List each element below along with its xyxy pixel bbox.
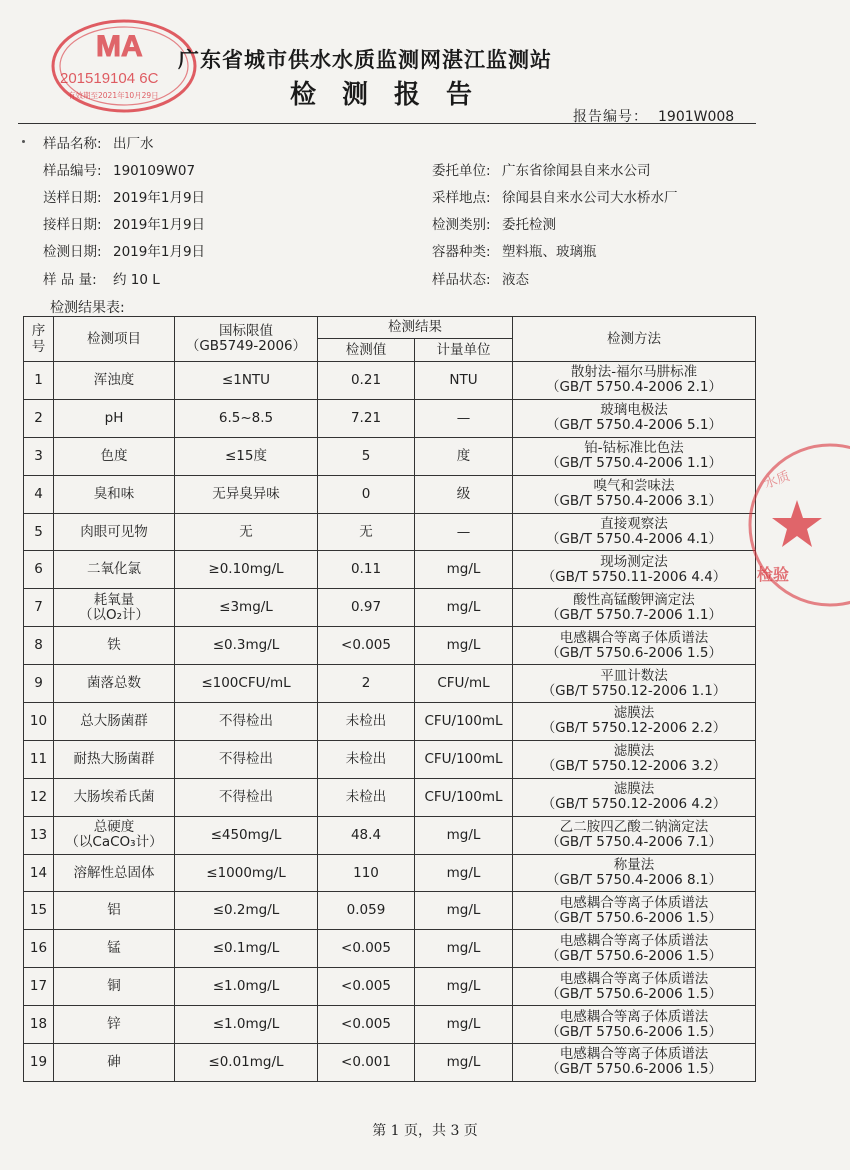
row-method-standard: （GB/T 5750.4-2006 4.1） — [545, 531, 723, 547]
row-value: 0 — [318, 475, 415, 513]
report-number-label: 报告编号： — [573, 109, 648, 125]
row-method-name: 电感耦合等离子体质谱法 — [559, 970, 709, 987]
row-item-name: 铁 — [107, 637, 121, 654]
svg-text:201519104 6C: 201519104 6C — [60, 70, 159, 87]
row-method-standard: （GB/T 5750.4-2006 3.1） — [545, 493, 723, 510]
info-label: 样品编号: — [43, 163, 102, 179]
results-table — [23, 316, 756, 1082]
row-unit: CFU/mL — [415, 665, 513, 703]
results-section-label: 检测结果表: — [50, 300, 125, 316]
row-item — [54, 1044, 175, 1082]
info-value: 出厂水 — [113, 136, 154, 152]
results-table-body — [24, 362, 756, 1082]
row-method — [513, 437, 756, 475]
table-row — [24, 816, 756, 854]
row-method-standard: （GB/T 5750.11-2006 4.4） — [541, 568, 727, 585]
row-item-name: 总大肠菌群 — [80, 712, 148, 729]
row-limit: ≤3mg/L — [175, 589, 318, 627]
row-method-name: 滤膜法 — [613, 743, 655, 760]
table-row — [24, 665, 756, 703]
row-item-name: 铜 — [107, 978, 121, 995]
row-item-name: 总硬度 — [93, 819, 135, 836]
info-value: 2019年1月9日 — [113, 217, 206, 233]
row-value: <0.005 — [318, 1006, 415, 1044]
row-seq: 15 — [24, 892, 54, 930]
row-limit: ≤100CFU/mL — [175, 665, 318, 703]
table-row — [24, 930, 756, 968]
row-value: 110 — [318, 854, 415, 892]
row-unit: mg/L — [415, 968, 513, 1006]
row-item — [54, 740, 175, 778]
row-method-name: 称量法 — [613, 857, 655, 874]
info-test-date — [43, 240, 205, 260]
row-method-standard: （GB/T 5750.6-2006 1.5） — [545, 1061, 723, 1078]
inspection-seal-icon — [735, 440, 850, 630]
row-limit: ≥0.10mg/L — [175, 551, 318, 589]
row-method — [513, 816, 756, 854]
header-limit-label: 国标限值 — [219, 323, 273, 339]
row-item-name: 耐热大肠菌群 — [73, 750, 155, 767]
row-method-standard: （GB/T 5750.6-2006 1.5） — [545, 947, 723, 964]
row-seq: 3 — [24, 437, 54, 475]
row-item — [54, 475, 175, 513]
row-value: 5 — [318, 437, 415, 475]
row-item — [54, 362, 175, 400]
row-seq: 7 — [24, 589, 54, 627]
row-seq: 14 — [24, 854, 54, 892]
row-seq: 8 — [24, 627, 54, 665]
header-method: 检测方法 — [513, 317, 756, 362]
row-item-name: 二氧化氯 — [87, 561, 141, 578]
row-item — [54, 665, 175, 703]
row-method — [513, 892, 756, 930]
row-method-standard: （GB/T 5750.12-2006 4.2） — [541, 796, 727, 813]
info-value: 广东省徐闻县自来水公司 — [502, 163, 651, 179]
info-sample-name — [43, 132, 154, 152]
header-result: 检测结果 — [318, 317, 513, 339]
header-value: 检测值 — [318, 339, 415, 362]
row-method-standard: （GB/T 5750.7-2006 1.1） — [545, 606, 723, 623]
row-method — [513, 1006, 756, 1044]
row-method — [513, 362, 756, 400]
row-limit: 不得检出 — [175, 778, 318, 816]
row-seq: 2 — [24, 399, 54, 437]
row-value: <0.005 — [318, 930, 415, 968]
svg-text:检验: 检验 — [757, 565, 790, 584]
row-item-name: 肉眼可见物 — [80, 523, 148, 540]
row-method-name: 酸性高锰酸钾滴定法 — [573, 591, 695, 608]
row-item — [54, 551, 175, 589]
row-method-standard: （GB/T 5750.12-2006 3.2） — [541, 758, 727, 775]
organization-title: 广东省城市供水水质监测网湛江监测站 — [178, 48, 552, 72]
row-method-name: 平皿计数法 — [600, 667, 668, 684]
row-value: 0.21 — [318, 362, 415, 400]
row-method-standard: （GB/T 5750.6-2006 1.5） — [545, 985, 723, 1002]
row-item-name: 锌 — [107, 1016, 121, 1033]
info-value: 液态 — [502, 272, 529, 288]
row-method-name: 散射法-福尔马肼标准 — [570, 364, 698, 381]
row-method-standard: （GB/T 5750.12-2006 1.1） — [541, 682, 727, 699]
table-row — [24, 703, 756, 741]
row-method — [513, 399, 756, 437]
row-method — [513, 778, 756, 816]
svg-text:MA: MA — [96, 30, 143, 63]
row-seq: 11 — [24, 740, 54, 778]
row-method-name: 嗅气和尝味法 — [593, 478, 675, 495]
row-limit: ≤1000mg/L — [175, 854, 318, 892]
info-label: 容器种类: — [432, 244, 491, 260]
row-limit: 6.5~8.5 — [175, 399, 318, 437]
table-row — [24, 892, 756, 930]
row-limit: 无 — [175, 513, 318, 551]
row-method — [513, 854, 756, 892]
info-sample-state — [432, 268, 529, 288]
row-method — [513, 589, 756, 627]
row-limit: 不得检出 — [175, 740, 318, 778]
row-value: 48.4 — [318, 816, 415, 854]
info-value: 2019年1月9日 — [113, 244, 206, 260]
row-item-note: （以O₂计） — [78, 606, 150, 623]
report-number-value: 1901W008 — [658, 109, 735, 125]
table-row — [24, 475, 756, 513]
table-row — [24, 1006, 756, 1044]
info-client — [432, 159, 651, 179]
row-limit: ≤0.3mg/L — [175, 627, 318, 665]
row-method — [513, 665, 756, 703]
header-seq: 序号 — [24, 317, 54, 362]
info-test-category — [432, 213, 556, 233]
row-item-name: 浑浊度 — [93, 371, 135, 388]
row-value: 7.21 — [318, 399, 415, 437]
row-seq: 6 — [24, 551, 54, 589]
row-item — [54, 589, 175, 627]
row-unit: CFU/100mL — [415, 703, 513, 741]
info-receive-date — [43, 213, 205, 233]
row-seq: 10 — [24, 703, 54, 741]
row-unit: — — [415, 399, 513, 437]
info-sampling-site — [432, 186, 678, 206]
row-unit: NTU — [415, 362, 513, 400]
info-value: 2019年1月9日 — [113, 190, 206, 206]
info-label: 检测日期: — [43, 244, 102, 260]
row-item — [54, 627, 175, 665]
header-limit-std: （GB5749-2006） — [185, 338, 307, 354]
info-label: 送样日期: — [43, 190, 102, 206]
table-row — [24, 551, 756, 589]
row-unit: mg/L — [415, 627, 513, 665]
header-item: 检测项目 — [54, 317, 175, 362]
row-method-name: 滤膜法 — [613, 781, 655, 798]
row-limit: ≤15度 — [175, 437, 318, 475]
row-unit: mg/L — [415, 1044, 513, 1082]
table-row — [24, 1044, 756, 1082]
info-label: 样品名称: — [43, 136, 102, 152]
row-method-name: 滤膜法 — [613, 705, 655, 722]
row-value: <0.005 — [318, 627, 415, 665]
info-value: 委托检测 — [502, 217, 556, 233]
row-method-standard: （GB/T 5750.4-2006 7.1） — [545, 834, 723, 851]
row-value: 未检出 — [318, 703, 415, 741]
row-method-standard: （GB/T 5750.4-2006 5.1） — [545, 417, 723, 434]
row-unit: mg/L — [415, 551, 513, 589]
row-item-name: 锰 — [107, 940, 121, 957]
row-method — [513, 703, 756, 741]
row-method — [513, 551, 756, 589]
table-row — [24, 437, 756, 475]
row-item — [54, 892, 175, 930]
row-item-name: 溶解性总固体 — [73, 864, 155, 881]
info-label: 采样地点: — [432, 190, 491, 206]
header-unit: 计量单位 — [415, 339, 513, 362]
row-item-name: 耗氧量 — [93, 591, 135, 608]
row-method-name: 电感耦合等离子体质谱法 — [559, 629, 709, 646]
table-row — [24, 627, 756, 665]
row-item — [54, 399, 175, 437]
row-item — [54, 1006, 175, 1044]
row-item-note: （以CaCO₃计） — [65, 834, 163, 851]
info-label: 检测类别: — [432, 217, 491, 233]
info-value: 徐闻县自来水公司大水桥水厂 — [502, 190, 678, 206]
row-method — [513, 475, 756, 513]
info-label: 样品状态: — [432, 272, 491, 288]
row-method-name: 直接观察法 — [600, 516, 668, 532]
table-row — [24, 589, 756, 627]
row-method — [513, 1044, 756, 1082]
row-unit: 度 — [415, 437, 513, 475]
row-item-name: 铝 — [107, 902, 121, 919]
row-method-standard: （GB/T 5750.4-2006 2.1） — [545, 379, 723, 396]
margin-mark — [22, 140, 25, 143]
info-submit-date — [43, 186, 205, 206]
row-item — [54, 968, 175, 1006]
row-method-name: 铂-钴标准比色法 — [584, 440, 684, 457]
row-value: 无 — [318, 513, 415, 551]
row-item-name: 砷 — [107, 1053, 121, 1070]
row-unit: mg/L — [415, 854, 513, 892]
row-seq: 19 — [24, 1044, 54, 1082]
row-method-name: 电感耦合等离子体质谱法 — [559, 894, 709, 911]
row-limit: ≤1NTU — [175, 362, 318, 400]
row-seq: 17 — [24, 968, 54, 1006]
row-item — [54, 816, 175, 854]
row-unit: 级 — [415, 475, 513, 513]
table-row — [24, 778, 756, 816]
svg-text:水质: 水质 — [762, 469, 792, 493]
row-item-name: 臭和味 — [93, 485, 135, 502]
row-method-name: 玻璃电极法 — [600, 402, 668, 419]
row-item-name: 大肠埃希氏菌 — [73, 788, 155, 805]
header-divider — [18, 123, 756, 124]
row-unit: mg/L — [415, 816, 513, 854]
info-label: 委托单位: — [432, 163, 491, 179]
info-sample-volume — [43, 268, 160, 288]
row-value: 未检出 — [318, 778, 415, 816]
row-unit: mg/L — [415, 1006, 513, 1044]
row-method — [513, 930, 756, 968]
row-method-name: 现场测定法 — [600, 553, 668, 570]
row-method-name: 电感耦合等离子体质谱法 — [559, 1008, 709, 1025]
row-method — [513, 513, 756, 551]
row-item — [54, 854, 175, 892]
row-method — [513, 740, 756, 778]
row-method-name: 电感耦合等离子体质谱法 — [559, 932, 709, 949]
table-row — [24, 968, 756, 1006]
row-seq: 9 — [24, 665, 54, 703]
row-method — [513, 627, 756, 665]
row-item — [54, 513, 175, 551]
row-seq: 5 — [24, 513, 54, 551]
row-item — [54, 930, 175, 968]
table-row — [24, 399, 756, 437]
info-sample-id — [43, 159, 195, 179]
row-seq: 12 — [24, 778, 54, 816]
row-value: 0.059 — [318, 892, 415, 930]
row-limit: 无异臭异味 — [175, 475, 318, 513]
row-limit: ≤450mg/L — [175, 816, 318, 854]
table-row — [24, 362, 756, 400]
row-value: 2 — [318, 665, 415, 703]
row-method-name: 乙二胺四乙酸二钠滴定法 — [559, 819, 709, 836]
header-limit — [175, 317, 318, 362]
document-title: 检测报告 — [290, 80, 499, 110]
info-container-type — [432, 240, 597, 260]
row-unit: mg/L — [415, 589, 513, 627]
table-row — [24, 854, 756, 892]
row-value: 0.11 — [318, 551, 415, 589]
row-unit: mg/L — [415, 930, 513, 968]
table-row — [24, 740, 756, 778]
page-footer: 第 1 页，共 3 页 — [372, 1123, 478, 1139]
row-seq: 16 — [24, 930, 54, 968]
row-item-name: pH — [104, 409, 124, 426]
row-limit: ≤0.2mg/L — [175, 892, 318, 930]
row-seq: 4 — [24, 475, 54, 513]
row-item — [54, 778, 175, 816]
table-row — [24, 513, 756, 551]
row-method-standard: （GB/T 5750.4-2006 1.1） — [545, 455, 723, 472]
row-limit: ≤1.0mg/L — [175, 1006, 318, 1044]
row-unit: mg/L — [415, 892, 513, 930]
row-unit: CFU/100mL — [415, 778, 513, 816]
row-method-standard: （GB/T 5750.6-2006 1.5） — [545, 1023, 723, 1040]
row-unit: CFU/100mL — [415, 740, 513, 778]
svg-text:有效期至2021年10月29日: 有效期至2021年10月29日 — [68, 91, 159, 100]
info-value: 约 10 L — [113, 272, 160, 288]
row-limit: ≤1.0mg/L — [175, 968, 318, 1006]
row-limit: ≤0.1mg/L — [175, 930, 318, 968]
row-value: 未检出 — [318, 740, 415, 778]
row-method-standard: （GB/T 5750.6-2006 1.5） — [545, 644, 723, 661]
info-value: 190109W07 — [113, 163, 196, 179]
row-seq: 18 — [24, 1006, 54, 1044]
row-value: <0.001 — [318, 1044, 415, 1082]
row-value: 0.97 — [318, 589, 415, 627]
info-value: 塑料瓶、玻璃瓶 — [502, 244, 597, 260]
row-method-standard: （GB/T 5750.4-2006 8.1） — [545, 872, 723, 889]
info-label: 样 品 量: — [43, 272, 97, 288]
row-limit: ≤0.01mg/L — [175, 1044, 318, 1082]
row-item — [54, 437, 175, 475]
row-item — [54, 703, 175, 741]
row-seq: 13 — [24, 816, 54, 854]
row-item-name: 色度 — [100, 447, 128, 464]
row-item-name: 菌落总数 — [87, 675, 141, 692]
row-method-standard: （GB/T 5750.6-2006 1.5） — [545, 909, 723, 926]
row-method-name: 电感耦合等离子体质谱法 — [559, 1046, 709, 1063]
row-method-standard: （GB/T 5750.12-2006 2.2） — [541, 720, 727, 737]
row-seq: 1 — [24, 362, 54, 400]
row-limit: 不得检出 — [175, 703, 318, 741]
ma-stamp-icon — [50, 18, 198, 114]
row-value: <0.005 — [318, 968, 415, 1006]
info-label: 接样日期: — [43, 217, 102, 233]
row-unit: — — [415, 513, 513, 551]
row-method — [513, 968, 756, 1006]
